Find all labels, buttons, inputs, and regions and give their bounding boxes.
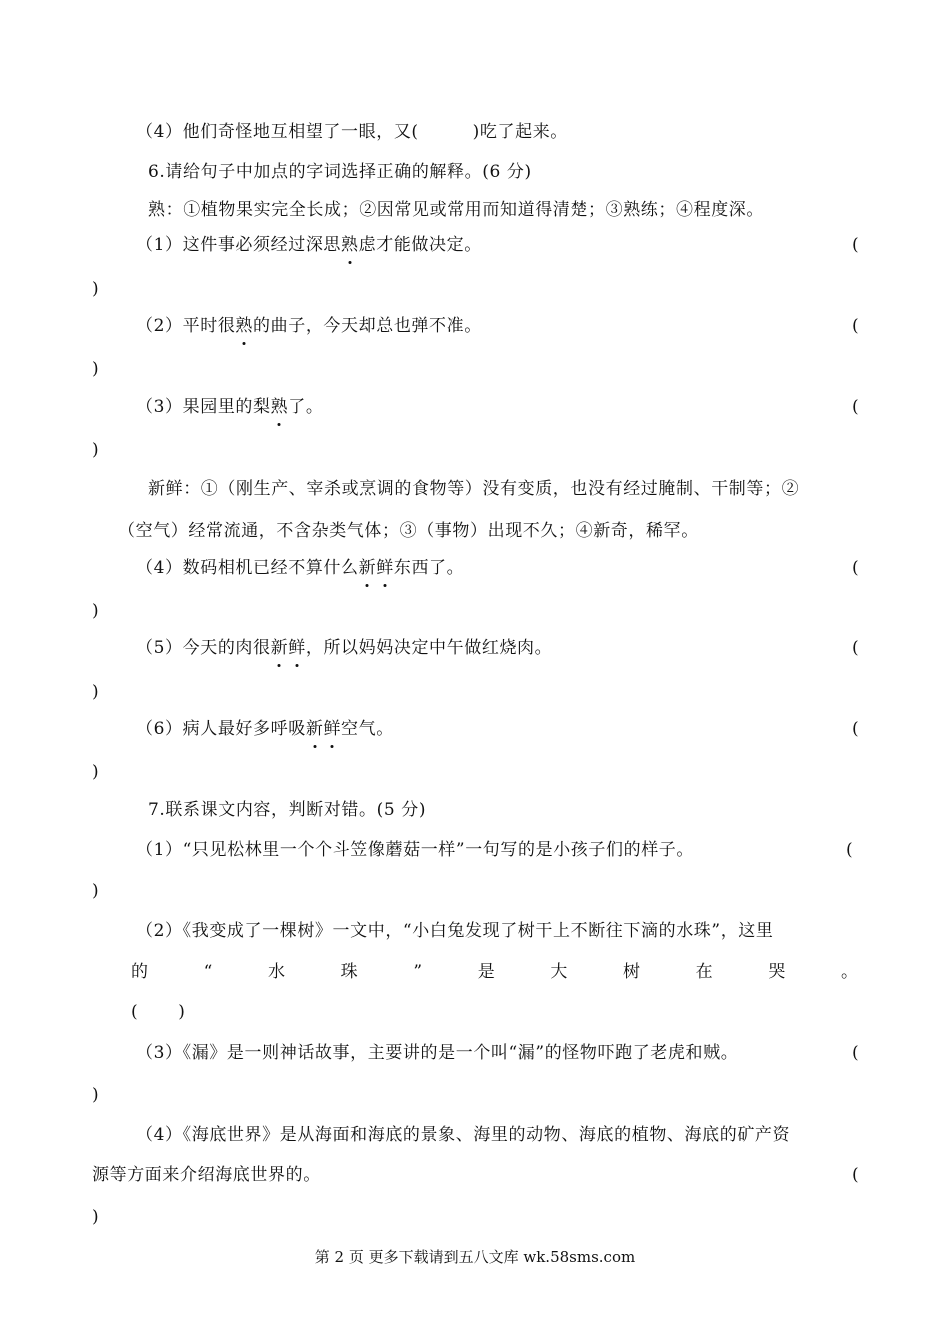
dotted-char: 鲜 (323, 719, 342, 739)
answer-paren-open: ( (852, 638, 859, 658)
q7-item-3: （3）《漏》是一则神话故事，主要讲的是一个叫“漏”的怪物吓跑了老虎和贼。 (136, 1043, 739, 1063)
q6-title: 6.请给句子中加点的字词选择正确的解释。(6 分) (148, 162, 532, 182)
q7-item-2-line1: （2）《我变成了一棵树》一文中，“小白兔发现了树干上不断往下滴的水珠”，这里 (136, 921, 774, 941)
dotted-char: 新 (305, 719, 324, 739)
dotted-char: 鲜 (288, 638, 306, 658)
q6-item-1: （1）这件事必须经过深思熟虑才能做决定。 (136, 235, 482, 255)
dotted-char: 熟 (235, 316, 254, 336)
answer-paren-close: ) (92, 279, 99, 299)
q6-item-6: （6）病人最好多呼吸新鲜空气。 (136, 719, 394, 739)
q7-title: 7.联系课文内容，判断对错。(5 分) (148, 800, 427, 820)
q7-item-4-line1: （4）《海底世界》是从海面和海底的景象、海里的动物、海底的植物、海底的矿产资 (136, 1125, 791, 1145)
q6-definition-shu: 熟：①植物果实完全长成；②因常见或常用而知道得清楚；③熟练；④程度深。 (148, 200, 764, 220)
answer-paren-close: ) (92, 762, 99, 782)
answer-paren-open: ( (846, 840, 853, 860)
q5-item-4: （4）他们奇怪地互相望了一眼，又( )吃了起来。 (136, 122, 568, 142)
answer-paren-close: ) (92, 881, 99, 901)
q6-definition-xinxian-line2: （空气）经常流通，不含杂类气体；③（事物）出现不久；④新奇，稀罕。 (118, 521, 699, 541)
dotted-char: 熟 (270, 397, 289, 417)
answer-paren-close: ) (92, 359, 99, 379)
q6-item-3: （3）果园里的梨熟了。 (136, 397, 324, 417)
q7-item-2-answer-paren: ( ) (131, 1002, 186, 1022)
dotted-char: 鲜 (376, 558, 394, 578)
answer-paren-open: ( (852, 719, 859, 739)
dotted-char: 新 (358, 558, 377, 578)
q7-item-2-line2: 的 “ 水 珠 ” 是 大 树 在 哭 。 (131, 962, 858, 982)
answer-paren-close: ) (92, 440, 99, 460)
q6-item-4: （4）数码相机已经不算什么新鲜东西了。 (136, 558, 465, 578)
answer-paren-open: ( (852, 397, 859, 417)
q6-item-5: （5）今天的肉很新鲜，所以妈妈决定中午做红烧肉。 (136, 638, 553, 658)
q6-item-2: （2）平时很熟的曲子，今天却总也弹不准。 (136, 316, 482, 336)
answer-paren-open: ( (852, 316, 859, 336)
answer-paren-close: ) (92, 682, 99, 702)
answer-paren-close: ) (92, 601, 99, 621)
dotted-char: 新 (270, 638, 289, 658)
answer-paren-open: ( (852, 558, 859, 578)
answer-paren-open: ( (852, 1165, 859, 1185)
dotted-char: 熟 (341, 235, 359, 255)
answer-paren-close: ) (92, 1207, 99, 1227)
page-footer: 第 2 页 更多下载请到五八文库 wk.58sms.com (314, 1248, 636, 1266)
answer-paren-open: ( (852, 1043, 859, 1063)
answer-paren-close: ) (92, 1085, 99, 1105)
answer-paren-open: ( (852, 235, 859, 255)
q7-item-4-line2: 源等方面来介绍海底世界的。 (92, 1165, 321, 1185)
q6-definition-xinxian-line1: 新鲜：①（刚生产、宰杀或烹调的食物等）没有变质，也没有经过腌制、干制等；② (148, 479, 800, 499)
q7-item-1: （1）“只见松林里一个个斗笠像蘑菇一样”一句写的是小孩子们的样子。 (136, 840, 694, 860)
